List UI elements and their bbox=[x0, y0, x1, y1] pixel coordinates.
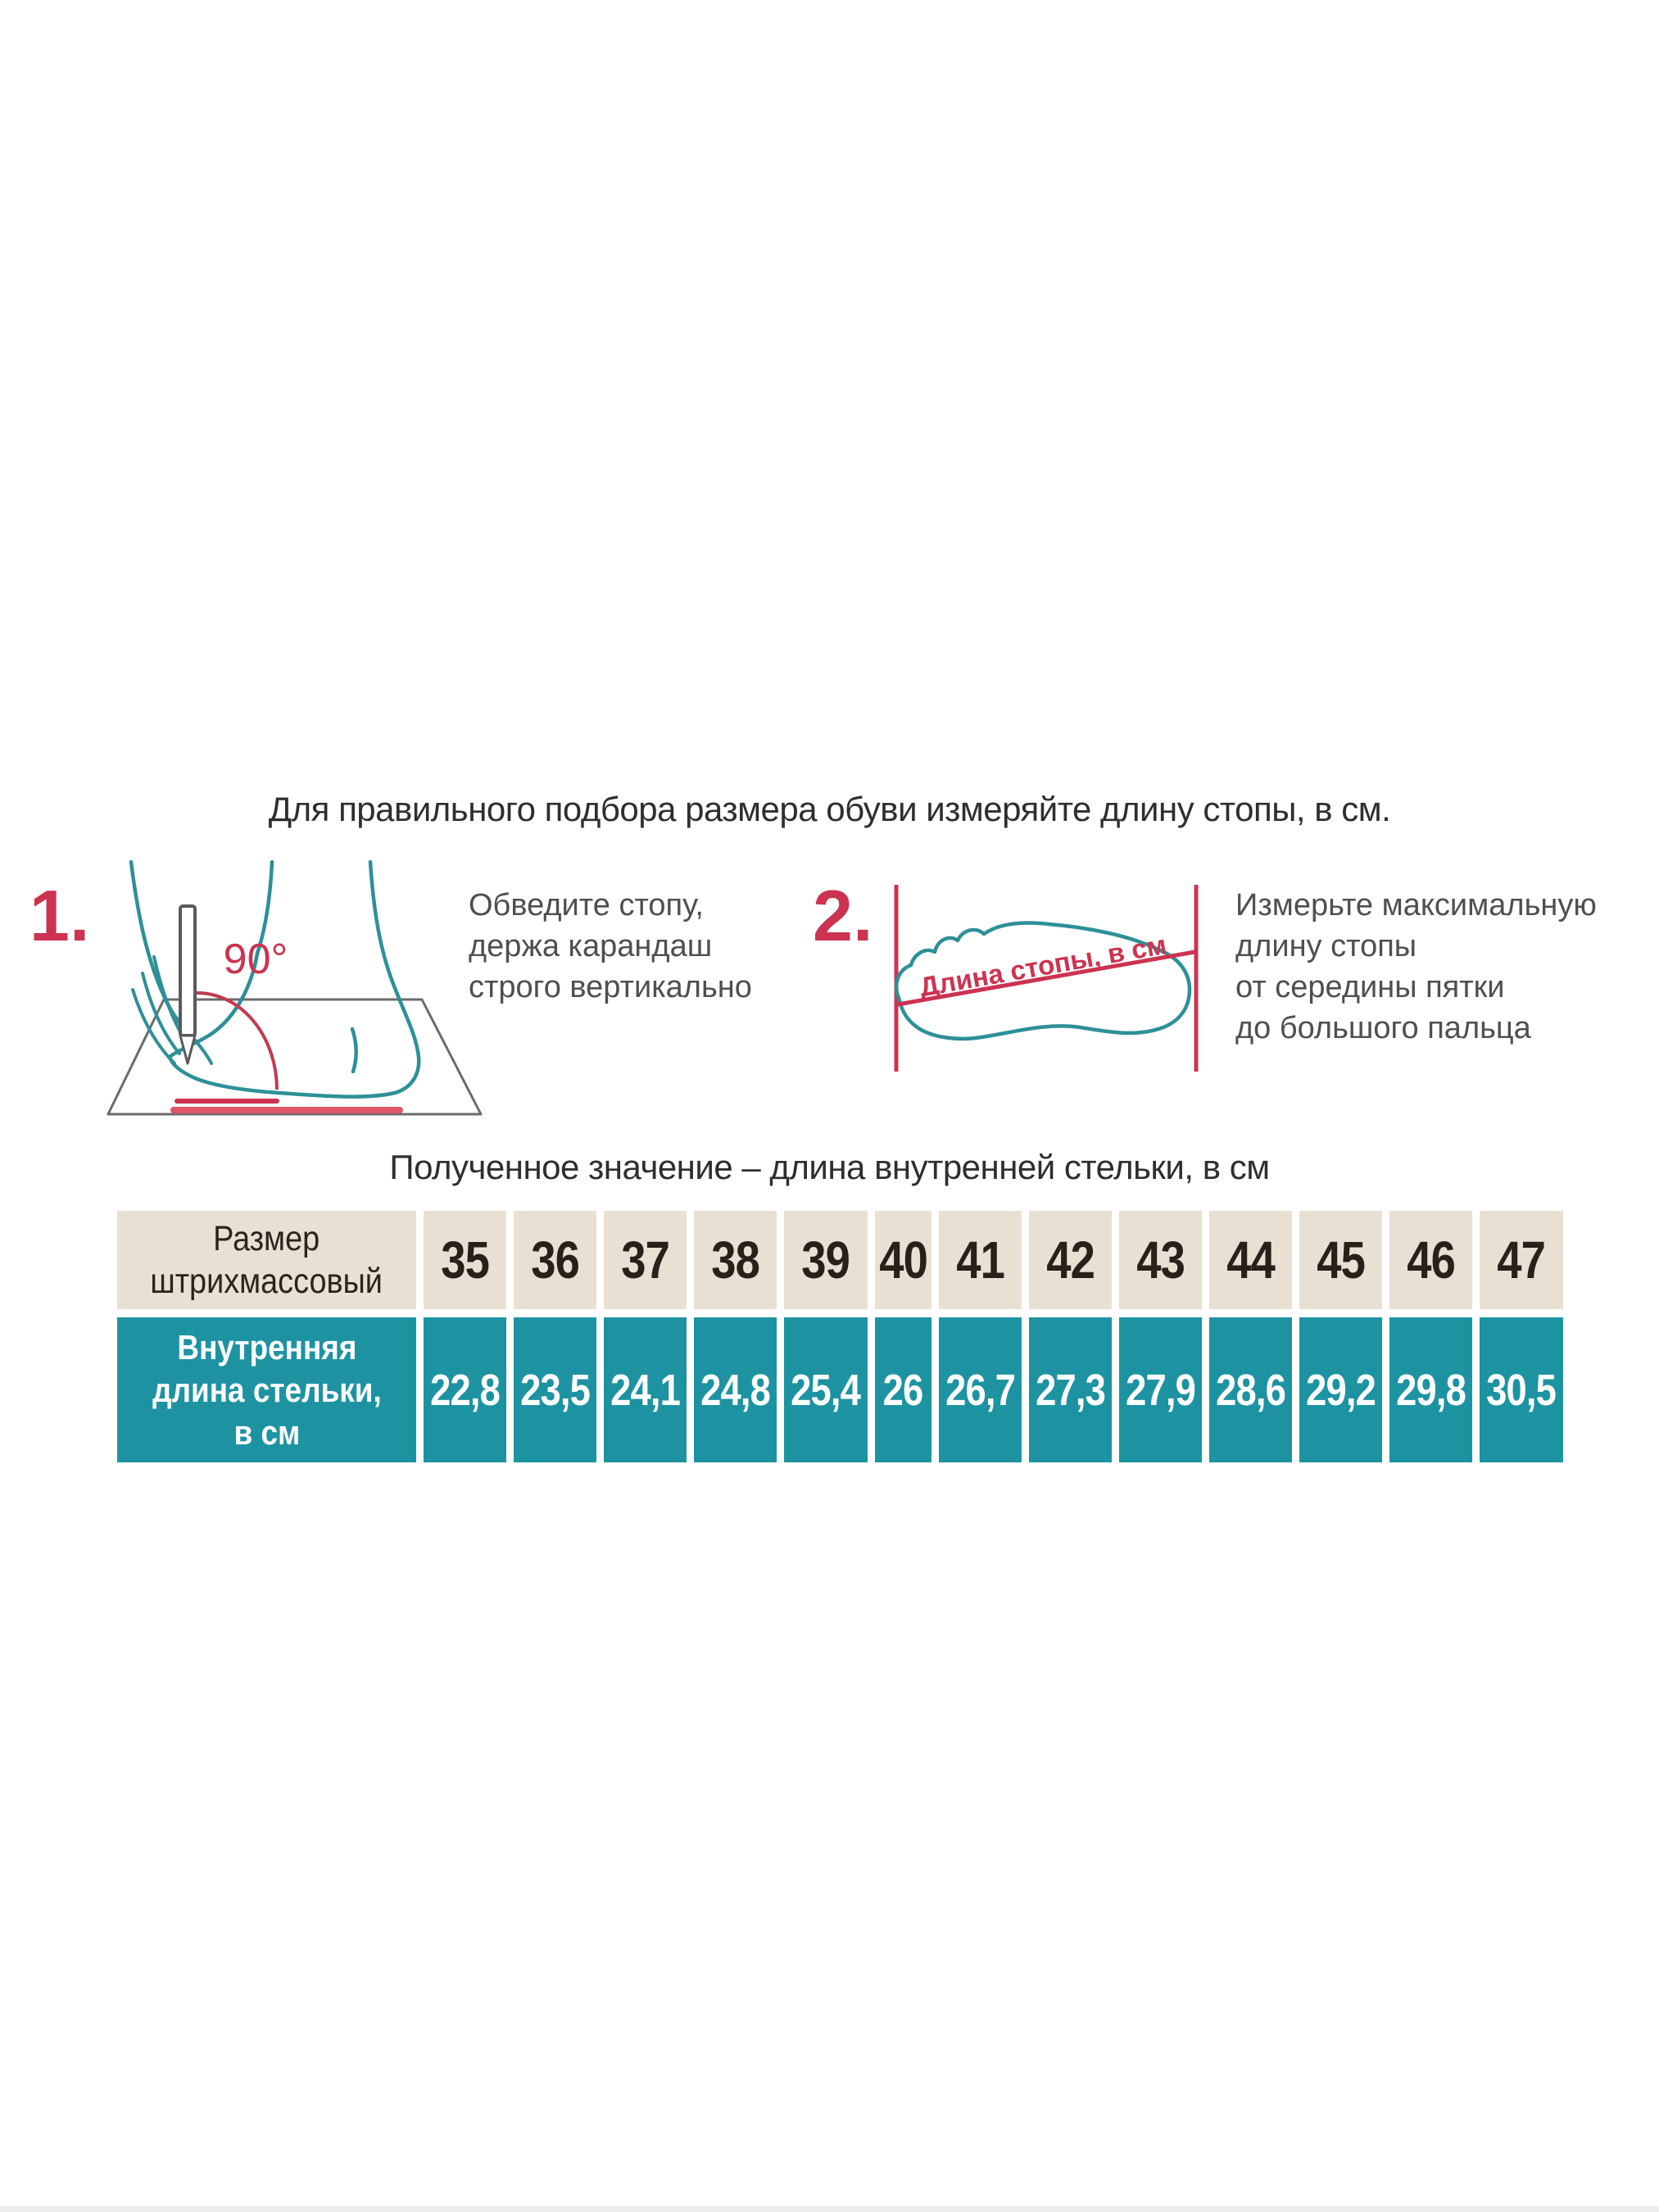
insole-length-cell: 22,8 bbox=[424, 1317, 506, 1462]
pencil-icon bbox=[180, 906, 195, 1063]
size-col-header: 44 bbox=[1209, 1211, 1292, 1309]
row-label-line-2: длина стельки, bbox=[152, 1370, 382, 1409]
row-label-line-3: в см bbox=[233, 1412, 300, 1452]
size-col-header: 46 bbox=[1389, 1211, 1472, 1309]
size-col-header: 35 bbox=[424, 1211, 506, 1309]
row-label-line-1: Внутренняя bbox=[176, 1327, 357, 1367]
paper-sheet bbox=[108, 999, 481, 1114]
insole-length-cell: 29,8 bbox=[1389, 1317, 1472, 1462]
step-2-line-4: до большого пальца bbox=[1235, 1011, 1531, 1045]
size-col-header: 41 bbox=[939, 1211, 1022, 1309]
size-col-header: 43 bbox=[1119, 1211, 1202, 1309]
step-2-number: 2. bbox=[813, 875, 873, 956]
insole-length-cell: 24,8 bbox=[694, 1317, 777, 1462]
size-col-header: 36 bbox=[514, 1211, 596, 1309]
step-1-line-2: держа карандаш bbox=[469, 929, 713, 963]
header-label-line-1: Размер bbox=[213, 1219, 320, 1258]
size-col-header: 45 bbox=[1299, 1211, 1382, 1309]
insole-length-cell: 30,5 bbox=[1480, 1317, 1562, 1462]
foot-length-label: Длина стопы, в см bbox=[917, 928, 1169, 1003]
insole-length-cell: 23,5 bbox=[514, 1317, 596, 1462]
insole-length-cell: 29,2 bbox=[1299, 1317, 1382, 1462]
insole-length-cell: 25,4 bbox=[784, 1317, 867, 1462]
photo-bottom-edge bbox=[0, 2206, 1659, 2212]
insole-length-cell: 26 bbox=[875, 1317, 931, 1462]
header-label-line-2: штрихмассовый bbox=[150, 1262, 383, 1301]
foot-tracing-illustration bbox=[82, 860, 508, 1188]
step-2-line-2: длину стопы bbox=[1235, 929, 1417, 963]
page-title: Для правильного подбора размера обуви измеряйте длину стопы, в см. bbox=[268, 790, 1391, 828]
step-2-line-1: Измерьте максимальную bbox=[1235, 888, 1597, 922]
size-col-header: 47 bbox=[1480, 1211, 1562, 1309]
size-table-header-label bbox=[117, 1211, 416, 1309]
insole-length-cell: 28,6 bbox=[1209, 1317, 1292, 1462]
size-col-header: 39 bbox=[784, 1211, 867, 1309]
size-table-row-label bbox=[117, 1317, 416, 1462]
size-table bbox=[117, 1211, 1557, 1462]
step-2-instruction bbox=[1235, 885, 1597, 1049]
step-1-line-1: Обведите стопу, bbox=[469, 888, 704, 922]
step-1-number: 1. bbox=[29, 875, 90, 956]
size-col-header: 37 bbox=[604, 1211, 687, 1309]
insole-length-cell: 27,9 bbox=[1119, 1317, 1202, 1462]
angle-label: 90° bbox=[223, 936, 288, 983]
size-col-header: 42 bbox=[1029, 1211, 1112, 1309]
step-2-line-3: от середины пятки bbox=[1235, 970, 1505, 1004]
insole-length-cell: 27,3 bbox=[1029, 1317, 1112, 1462]
table-caption: Полученное значение – длина внутренней стельки, в см bbox=[389, 1148, 1270, 1186]
step-1-line-3: строго вертикально bbox=[469, 970, 752, 1004]
insole-length-cell: 24,1 bbox=[604, 1317, 687, 1462]
size-col-header: 38 bbox=[694, 1211, 777, 1309]
step-1-instruction bbox=[469, 885, 752, 1008]
size-col-header: 40 bbox=[875, 1211, 931, 1309]
foot-outline-illustration bbox=[885, 875, 1213, 1080]
insole-length-cell: 26,7 bbox=[939, 1317, 1022, 1462]
